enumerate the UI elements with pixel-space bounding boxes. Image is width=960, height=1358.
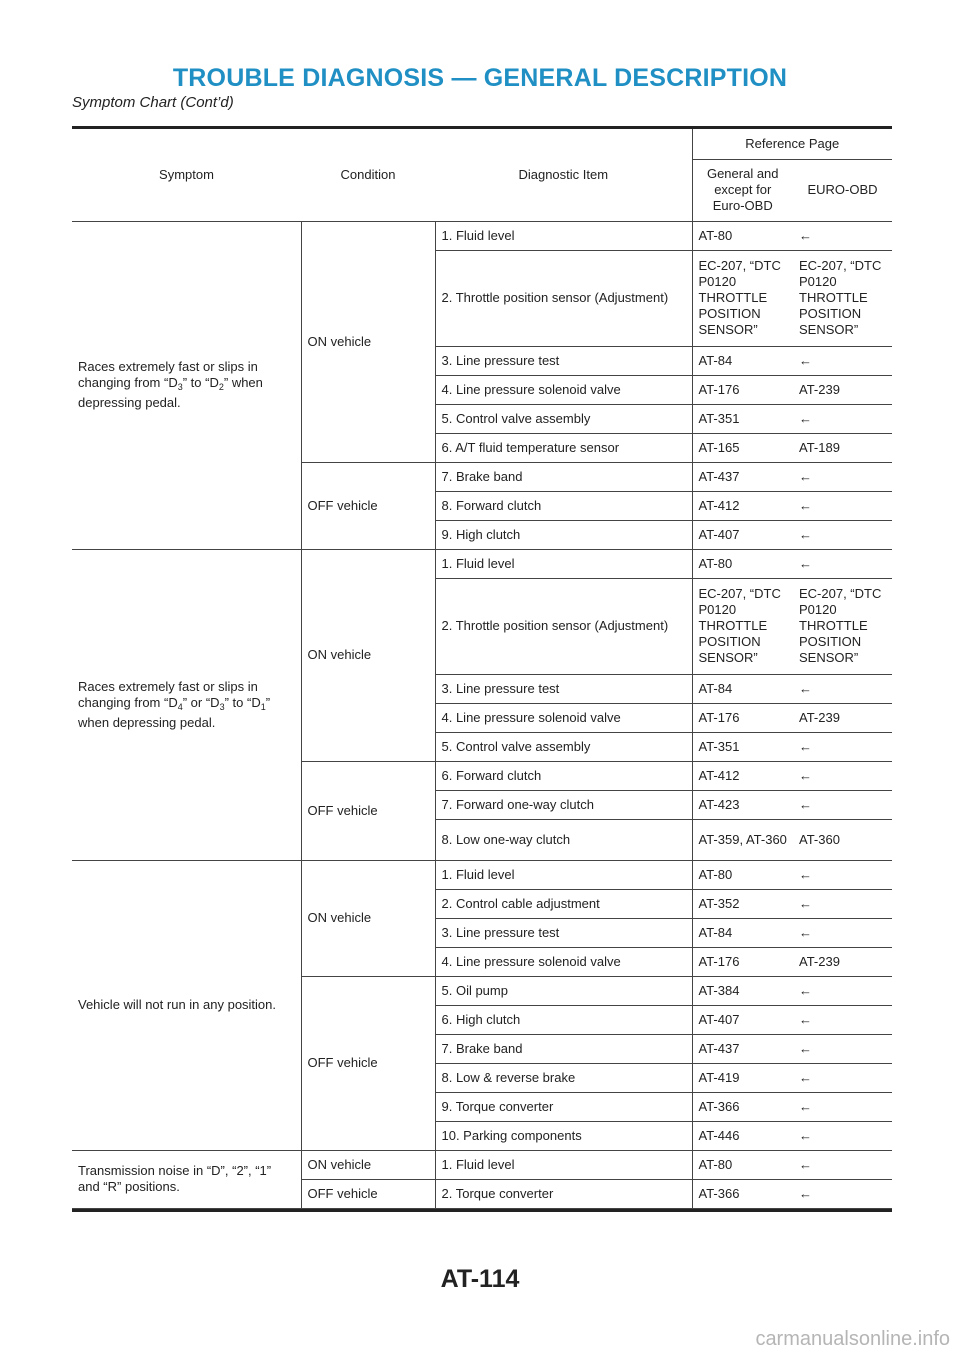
diagnostic-item: 6. Forward clutch <box>435 761 692 790</box>
ref-euro: ← <box>793 346 892 375</box>
ref-euro: ← <box>793 790 892 819</box>
ref-general: AT-80 <box>692 1150 793 1179</box>
condition-cell: ON vehicle <box>301 221 435 462</box>
header-row <box>72 129 892 159</box>
diagnostic-item: 1. Fluid level <box>435 1150 692 1179</box>
diagnostic-item: 6. High clutch <box>435 1005 692 1034</box>
ref-euro: ← <box>793 674 892 703</box>
ref-euro: ← <box>793 1121 892 1150</box>
diagnostic-item: 10. Parking components <box>435 1121 692 1150</box>
ref-euro: ← <box>793 221 892 250</box>
symptom-chart <box>72 126 892 1212</box>
ref-general: AT-384 <box>692 976 793 1005</box>
ref-general: AT-351 <box>692 404 793 433</box>
header-general: General and except for Euro-OBD <box>692 159 793 221</box>
page-title: TROUBLE DIAGNOSIS — GENERAL DESCRIPTION <box>172 64 788 92</box>
table-row <box>72 1150 892 1179</box>
ref-euro: AT-360 <box>793 819 892 860</box>
diagnostic-item: 2. Control cable adjustment <box>435 889 692 918</box>
ref-euro: ← <box>793 889 892 918</box>
header-condition: Condition <box>301 129 435 221</box>
symptom-cell: Vehicle will not run in any position. <box>72 860 301 1150</box>
ref-general: AT-351 <box>692 732 793 761</box>
diagnostic-item: 7. Forward one-way clutch <box>435 790 692 819</box>
condition-cell: ON vehicle <box>301 1150 435 1179</box>
condition-cell: OFF vehicle <box>301 761 435 860</box>
ref-general: AT-412 <box>692 491 793 520</box>
ref-general: AT-84 <box>692 346 793 375</box>
condition-cell: ON vehicle <box>301 549 435 761</box>
diagnostic-item: 9. Torque converter <box>435 1092 692 1121</box>
ref-euro: ← <box>793 860 892 889</box>
diagnostic-item: 2. Throttle position sensor (Adjustment) <box>435 250 692 346</box>
diagnostic-item: 8. Low one-way clutch <box>435 819 692 860</box>
diagnostic-item: 5. Control valve assembly <box>435 404 692 433</box>
diagnostic-item: 3. Line pressure test <box>435 674 692 703</box>
ref-euro: ← <box>793 404 892 433</box>
ref-general: AT-446 <box>692 1121 793 1150</box>
ref-general: EC-207, “DTC P0120 THROTTLE POSITION SENSOR” <box>692 578 793 674</box>
ref-euro: ← <box>793 761 892 790</box>
diagnostic-item: 1. Fluid level <box>435 549 692 578</box>
diagnostic-item: 4. Line pressure solenoid valve <box>435 947 692 976</box>
diagnostic-item: 4. Line pressure solenoid valve <box>435 375 692 404</box>
page-subtitle: Symptom Chart (Cont’d) <box>72 94 234 111</box>
ref-general: AT-80 <box>692 221 793 250</box>
ref-euro: ← <box>793 491 892 520</box>
diagnostic-item: 8. Forward clutch <box>435 491 692 520</box>
ref-general: EC-207, “DTC P0120 THROTTLE POSITION SENSOR” <box>692 250 793 346</box>
condition-cell: OFF vehicle <box>301 462 435 549</box>
watermark: carmanualsonline.info <box>755 1328 950 1350</box>
diagnostic-item: 8. Low & reverse brake <box>435 1063 692 1092</box>
diagnostic-item: 7. Brake band <box>435 1034 692 1063</box>
ref-euro: AT-239 <box>793 703 892 732</box>
diagnostic-item: 3. Line pressure test <box>435 346 692 375</box>
ref-euro: ← <box>793 549 892 578</box>
table-row <box>72 549 892 578</box>
ref-euro: AT-239 <box>793 947 892 976</box>
symptom-table <box>72 129 892 1209</box>
ref-euro: ← <box>793 976 892 1005</box>
ref-general: AT-366 <box>692 1092 793 1121</box>
page-number: AT-114 <box>440 1265 520 1293</box>
ref-general: AT-165 <box>692 433 793 462</box>
header-euro-obd: EURO-OBD <box>793 159 892 221</box>
diagnostic-item: 2. Throttle position sensor (Adjustment) <box>435 578 692 674</box>
ref-euro: ← <box>793 1179 892 1208</box>
ref-general: AT-176 <box>692 703 793 732</box>
table-bottom-rule <box>72 1209 892 1212</box>
symptom-cell: Races extremely fast or slips in changing from “$D_4$” or “$D_3$” to “$D_1$” when depressing pedal. <box>72 549 301 860</box>
diagnostic-item: 6. A/T fluid temperature sensor <box>435 433 692 462</box>
ref-general: AT-437 <box>692 462 793 491</box>
diagnostic-item: 3. Line pressure test <box>435 918 692 947</box>
ref-euro: AT-239 <box>793 375 892 404</box>
diagnostic-item: 5. Control valve assembly <box>435 732 692 761</box>
condition-cell: OFF vehicle <box>301 976 435 1150</box>
diagnostic-item: 9. High clutch <box>435 520 692 549</box>
ref-general: AT-352 <box>692 889 793 918</box>
condition-cell: ON vehicle <box>301 860 435 976</box>
ref-euro: ← <box>793 1092 892 1121</box>
ref-euro: AT-189 <box>793 433 892 462</box>
diagnostic-item: 7. Brake band <box>435 462 692 491</box>
diagnostic-item: 4. Line pressure solenoid valve <box>435 703 692 732</box>
header-symptom: Symptom <box>72 129 301 221</box>
ref-general: AT-84 <box>692 674 793 703</box>
table-row <box>72 860 892 889</box>
ref-euro: ← <box>793 1034 892 1063</box>
ref-general: AT-84 <box>692 918 793 947</box>
diagnostic-item: 1. Fluid level <box>435 221 692 250</box>
ref-general: AT-419 <box>692 1063 793 1092</box>
ref-general: AT-80 <box>692 549 793 578</box>
ref-euro: ← <box>793 918 892 947</box>
diagnostic-item: 2. Torque converter <box>435 1179 692 1208</box>
ref-general: AT-366 <box>692 1179 793 1208</box>
ref-general: AT-407 <box>692 1005 793 1034</box>
symptom-cell: Transmission noise in “D”, “2”, “1” and “R” positions. <box>72 1150 301 1208</box>
condition-cell: OFF vehicle <box>301 1179 435 1208</box>
ref-general: AT-423 <box>692 790 793 819</box>
ref-euro: ← <box>793 1150 892 1179</box>
ref-general: AT-437 <box>692 1034 793 1063</box>
ref-euro: EC-207, “DTC P0120 THROTTLE POSITION SENSOR” <box>793 250 892 346</box>
ref-euro: ← <box>793 1005 892 1034</box>
ref-euro: ← <box>793 462 892 491</box>
header-diagnostic-item: Diagnostic Item <box>435 129 692 221</box>
ref-general: AT-176 <box>692 947 793 976</box>
diagnostic-item: 1. Fluid level <box>435 860 692 889</box>
ref-general: AT-407 <box>692 520 793 549</box>
table-row <box>72 221 892 250</box>
ref-euro: ← <box>793 520 892 549</box>
ref-euro: ← <box>793 732 892 761</box>
header-reference-page: Reference Page <box>692 129 892 159</box>
ref-general: AT-176 <box>692 375 793 404</box>
ref-general: AT-80 <box>692 860 793 889</box>
ref-euro: ← <box>793 1063 892 1092</box>
ref-euro: EC-207, “DTC P0120 THROTTLE POSITION SENSOR” <box>793 578 892 674</box>
symptom-cell: Races extremely fast or slips in changing from “$D_3$” to “$D_2$” when depressing pedal. <box>72 221 301 549</box>
ref-general: AT-359, AT-360 <box>692 819 793 860</box>
ref-general: AT-412 <box>692 761 793 790</box>
diagnostic-item: 5. Oil pump <box>435 976 692 1005</box>
